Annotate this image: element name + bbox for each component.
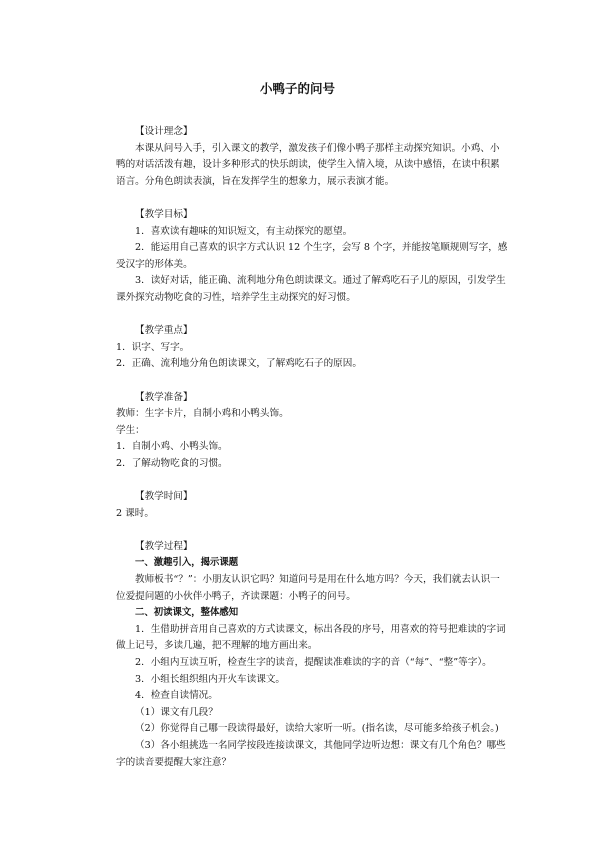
section-heading-design: 【设计理念】 (135, 126, 193, 137)
section-heading-time: 【教学时间】 (135, 491, 193, 503)
spacer (116, 522, 508, 539)
goal-item: 1．喜欢读有趣味的知识短文，有主动探究的愿望。 (135, 225, 353, 237)
section-heading-goals: 【教学目标】 (135, 208, 193, 220)
time-text: 2 课时。 (116, 507, 154, 519)
process-part1-title: 一、激趣引入，揭示课题 (135, 557, 239, 569)
process-sub-item: （3）各小组挑选一名同学按段连接读课文，其他同学边听边想：课文有几个角色？哪些字的读音要提醒大家注意？ (116, 739, 506, 768)
process-part2-title: 二、初读课文，整体感知 (135, 607, 239, 619)
goal-item: 3．读好对话，能正确、流利地分角色朗读课文。通过了解鸡吃石子儿的原因，引发学生课外探究动物吃食的习性，培养学生主动探究的好习惯。 (116, 275, 506, 303)
preparation-item: 2．了解动物吃食的习惯。 (116, 457, 228, 469)
preparation-student-label: 学生： (116, 424, 145, 436)
design-paragraph: 本课从问号入手，引入课文的教学，激发孩子们像小鸭子那样主动探究知识。小鸡、小鸭的对话活泼有趣，设计多种形式的快乐朗读，使学生入情入境，从读中感悟，在读中积累语言。分角色朗读表演，旨在发挥学生的想象力，展示表演才能。 (116, 142, 500, 187)
process-part2-item: 4．检查自读情况。 (135, 690, 218, 702)
document-title: 小鸭子的问号 (259, 81, 335, 96)
key-point-item: 1．识字、写字。 (116, 341, 190, 353)
process-sub-item: （1）课文有几段？ (135, 706, 218, 718)
spacer (116, 472, 508, 489)
preparation-teacher: 教师：生字卡片，自制小鸡和小鸭头饰。 (116, 408, 289, 420)
section-heading-process: 【教学过程】 (135, 540, 193, 552)
preparation-item: 1．自制小鸡、小鸭头饰。 (116, 441, 228, 453)
section-heading-key-points: 【教学重点】 (135, 325, 193, 337)
document-body (116, 124, 508, 771)
process-part2-item: 3．小组长组织组内开火车读课文。 (135, 673, 286, 685)
goal-item: 2．能运用自己喜欢的识字方式认识 12 个生字，会写 8 个字，并能按笔顺规则写字，感受汉字的形体美。 (116, 242, 508, 270)
spacer (116, 307, 508, 324)
section-heading-preparation: 【教学准备】 (135, 391, 193, 403)
spacer (116, 190, 508, 207)
spacer (116, 373, 508, 390)
process-sub-item: （2）你觉得自己哪一段读得最好，读给大家听一听。(指名读，尽可能多给孩子机会。) (135, 723, 499, 735)
process-part2-item: 1．生借助拼音用自己喜欢的方式读课文，标出各段的序号，用喜欢的符号把难读的字词做上记号，多读几遍，把不理解的地方画出来。 (116, 623, 506, 652)
key-point-item: 2．正确、流利地分角色朗读课文，了解鸡吃石子的原因。 (116, 358, 362, 370)
process-part2-item: 2．小组内互读互听，检查生字的读音，提醒读准难读的字的音（“每”、“整”等字）。 (135, 657, 492, 668)
process-part1-text: 教师板书“？”：小朋友认识它吗？知道问号是用在什么地方吗？今天，我们就去认识一位爱提问题的小伙伴小鸭子，齐读课题：小鸭子的问号。 (116, 574, 500, 602)
